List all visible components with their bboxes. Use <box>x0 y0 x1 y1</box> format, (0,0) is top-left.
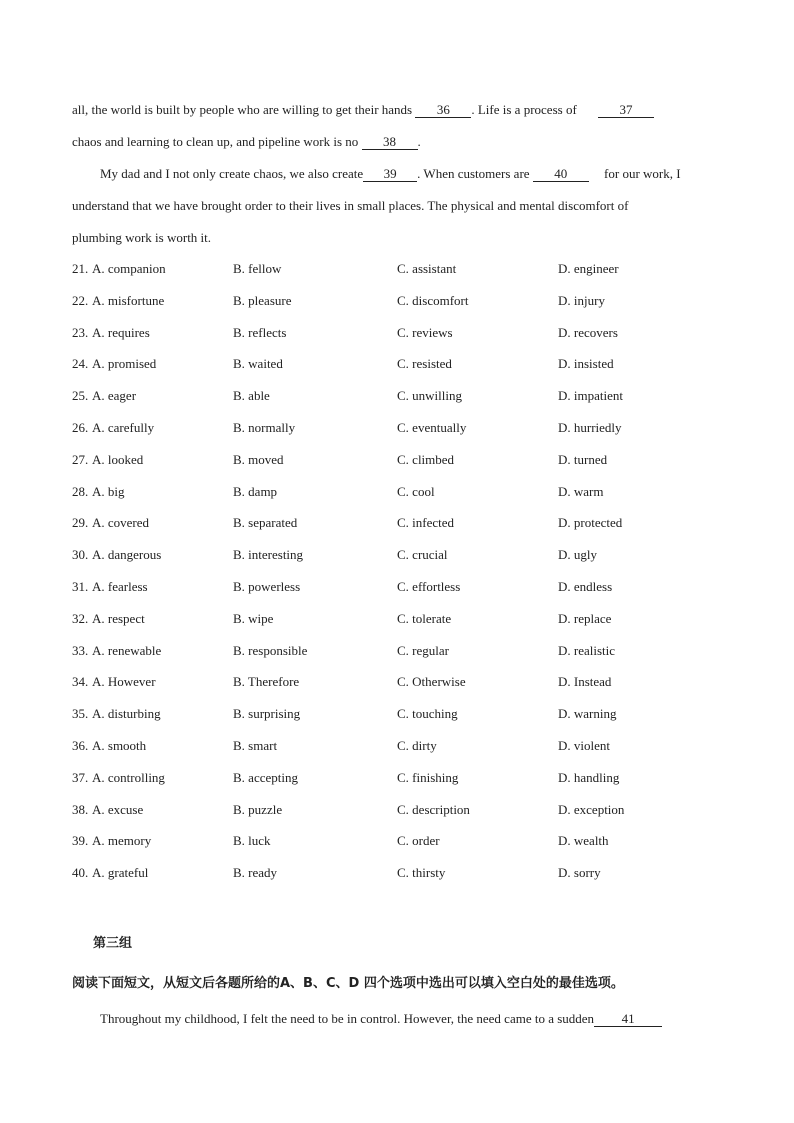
passage-text: . <box>417 134 421 149</box>
question-row <box>72 832 732 850</box>
question-row <box>72 801 732 819</box>
question-number: 30. <box>72 547 89 563</box>
question-row <box>72 610 732 628</box>
blank-37: 37 <box>598 103 654 118</box>
question-number: 31. <box>72 579 89 594</box>
option-a: A. However <box>92 674 156 690</box>
option-b: B. pleasure <box>233 292 292 308</box>
question-row <box>72 451 732 469</box>
passage-text: My dad and I not only create chaos, we also create <box>100 166 364 181</box>
option-a: A. big <box>92 483 125 499</box>
option-c: C. cool <box>397 483 435 499</box>
option-b: B. responsible <box>233 642 308 658</box>
option-c: C. resisted <box>397 356 452 372</box>
passage-line-1 <box>72 101 654 119</box>
blank-39: 39 <box>363 167 417 182</box>
option-d: D. Instead <box>558 674 612 690</box>
question-row <box>72 673 732 691</box>
question-number: 38. <box>72 801 89 817</box>
option-b: B. damp <box>233 483 278 499</box>
option-b: B. normally <box>233 420 296 435</box>
question-row <box>72 260 732 278</box>
question-row <box>72 864 732 882</box>
passage-line-2 <box>72 133 421 151</box>
option-d: D. recovers <box>558 324 618 340</box>
option-b: B. surprising <box>233 706 301 722</box>
option-c: C. infected <box>397 515 455 531</box>
option-a: A. dangerous <box>92 547 162 563</box>
question-row <box>72 578 732 596</box>
question-number: 33. <box>72 642 89 658</box>
option-a: A. companion <box>92 261 166 276</box>
option-d: D. realistic <box>558 642 616 658</box>
question-row <box>72 514 732 532</box>
question-number: 29. <box>72 515 89 531</box>
option-a: A. grateful <box>92 865 149 881</box>
option-b: B. interesting <box>233 547 304 563</box>
option-a: A. misfortune <box>92 292 165 308</box>
option-b: B. puzzle <box>233 801 283 817</box>
option-d: D. turned <box>558 451 608 467</box>
question-row <box>72 642 732 660</box>
option-a: A. promised <box>92 356 157 372</box>
blank-41: 41 <box>594 1012 662 1027</box>
passage-text: for our work, I <box>600 166 681 181</box>
passage-line-4: understand that we have brought order to their lives in small places. The physical and mental discomfort of <box>72 198 629 213</box>
passage-text: chaos and learning to clean up, and pipeline work is no <box>72 134 362 149</box>
option-a: A. carefully <box>92 420 155 435</box>
option-c: C. unwilling <box>397 388 463 404</box>
question-number: 24. <box>72 356 89 372</box>
option-a: A. requires <box>92 324 150 340</box>
option-d: D. endless <box>558 579 613 594</box>
question-number: 21. <box>72 261 89 276</box>
option-a: A. respect <box>92 610 145 626</box>
passage-line-41 <box>100 1010 662 1028</box>
option-c: C. touching <box>397 706 458 722</box>
option-b: B. luck <box>233 833 271 849</box>
question-row <box>72 546 732 564</box>
option-b: B. ready <box>233 865 278 881</box>
question-number: 34. <box>72 674 89 690</box>
section-title: 第三组 <box>93 936 133 951</box>
question-number: 27. <box>72 451 89 467</box>
question-row <box>72 483 732 501</box>
question-row <box>72 387 732 405</box>
question-number: 37. <box>72 769 89 785</box>
option-d: D. sorry <box>558 865 601 881</box>
section-instruction: 阅读下面短文，从短文后各题所给的A、B、C、D 四个选项中选出可以填入空白处的最佳选项。 <box>72 976 624 991</box>
option-d: D. handling <box>558 769 620 785</box>
option-c: C. description <box>397 801 470 817</box>
question-row <box>72 769 732 787</box>
option-b: B. separated <box>233 515 298 531</box>
option-d: D. replace <box>558 610 612 626</box>
option-c: C. eventually <box>397 420 467 435</box>
passage-line-5: plumbing work is worth it. <box>72 230 212 245</box>
option-c: C. regular <box>397 642 449 658</box>
option-b: B. fellow <box>233 261 282 276</box>
question-number: 35. <box>72 706 89 722</box>
option-a: A. covered <box>92 515 150 531</box>
option-c: C. effortless <box>397 579 461 594</box>
option-d: D. warm <box>558 483 604 499</box>
option-a: A. looked <box>92 451 144 467</box>
question-number: 25. <box>72 388 89 404</box>
blank-40: 40 <box>533 167 589 182</box>
question-number: 36. <box>72 738 89 753</box>
option-b: B. smart <box>233 738 278 753</box>
option-a: A. disturbing <box>92 706 161 722</box>
passage-text: all, the world is built by people who are willing to get their hands <box>72 102 416 117</box>
option-b: B. wipe <box>233 610 274 626</box>
question-row <box>72 355 732 373</box>
option-b: B. waited <box>233 356 283 372</box>
option-c: C. order <box>397 833 440 849</box>
question-number: 26. <box>72 420 89 435</box>
option-a: A. renewable <box>92 642 162 658</box>
option-b: B. able <box>233 388 270 404</box>
option-b: B. accepting <box>233 769 298 785</box>
option-a: A. smooth <box>92 738 147 753</box>
option-c: C. assistant <box>397 261 457 276</box>
option-c: C. finishing <box>397 769 459 785</box>
option-a: A. controlling <box>92 769 165 785</box>
question-number: 39. <box>72 833 89 849</box>
option-d: D. injury <box>558 292 605 308</box>
option-c: C. thirsty <box>397 865 446 881</box>
passage-text: . When customers are <box>417 166 533 181</box>
option-a: A. memory <box>92 833 152 849</box>
blank-38: 38 <box>362 135 418 150</box>
option-b: B. moved <box>233 451 284 467</box>
option-a: A. eager <box>92 388 137 404</box>
option-c: C. crucial <box>397 547 448 563</box>
option-c: C. dirty <box>397 738 437 753</box>
question-row <box>72 324 732 342</box>
option-d: D. wealth <box>558 833 609 849</box>
option-d: D. exception <box>558 801 625 817</box>
option-b: B. powerless <box>233 579 301 594</box>
option-c: C. reviews <box>397 324 453 340</box>
question-number: 22. <box>72 292 89 308</box>
option-c: C. tolerate <box>397 610 452 626</box>
passage-line-3 <box>100 165 681 183</box>
option-a: A. excuse <box>92 801 144 817</box>
option-d: D. protected <box>558 515 623 531</box>
option-d: D. insisted <box>558 356 614 372</box>
passage-text: . Life is a process of <box>471 102 581 117</box>
question-number: 40. <box>72 865 89 881</box>
option-c: C. discomfort <box>397 292 469 308</box>
option-d: D. engineer <box>558 261 619 276</box>
option-d: D. violent <box>558 738 610 753</box>
blank-36: 36 <box>415 103 471 118</box>
question-number: 32. <box>72 610 89 626</box>
option-d: D. ugly <box>558 547 597 563</box>
question-row <box>72 737 732 755</box>
option-b: B. reflects <box>233 324 287 340</box>
option-d: D. impatient <box>558 388 623 404</box>
option-b: B. Therefore <box>233 674 300 690</box>
question-row <box>72 419 732 437</box>
option-c: C. Otherwise <box>397 674 466 690</box>
question-row <box>72 292 732 310</box>
question-row <box>72 705 732 723</box>
passage-text: Throughout my childhood, I felt the need to be in control. However, the need came to a sudden <box>100 1011 595 1026</box>
option-d: D. hurriedly <box>558 420 622 435</box>
question-number: 23. <box>72 324 89 340</box>
option-d: D. warning <box>558 706 617 722</box>
question-number: 28. <box>72 483 89 499</box>
option-a: A. fearless <box>92 579 148 594</box>
option-c: C. climbed <box>397 451 455 467</box>
